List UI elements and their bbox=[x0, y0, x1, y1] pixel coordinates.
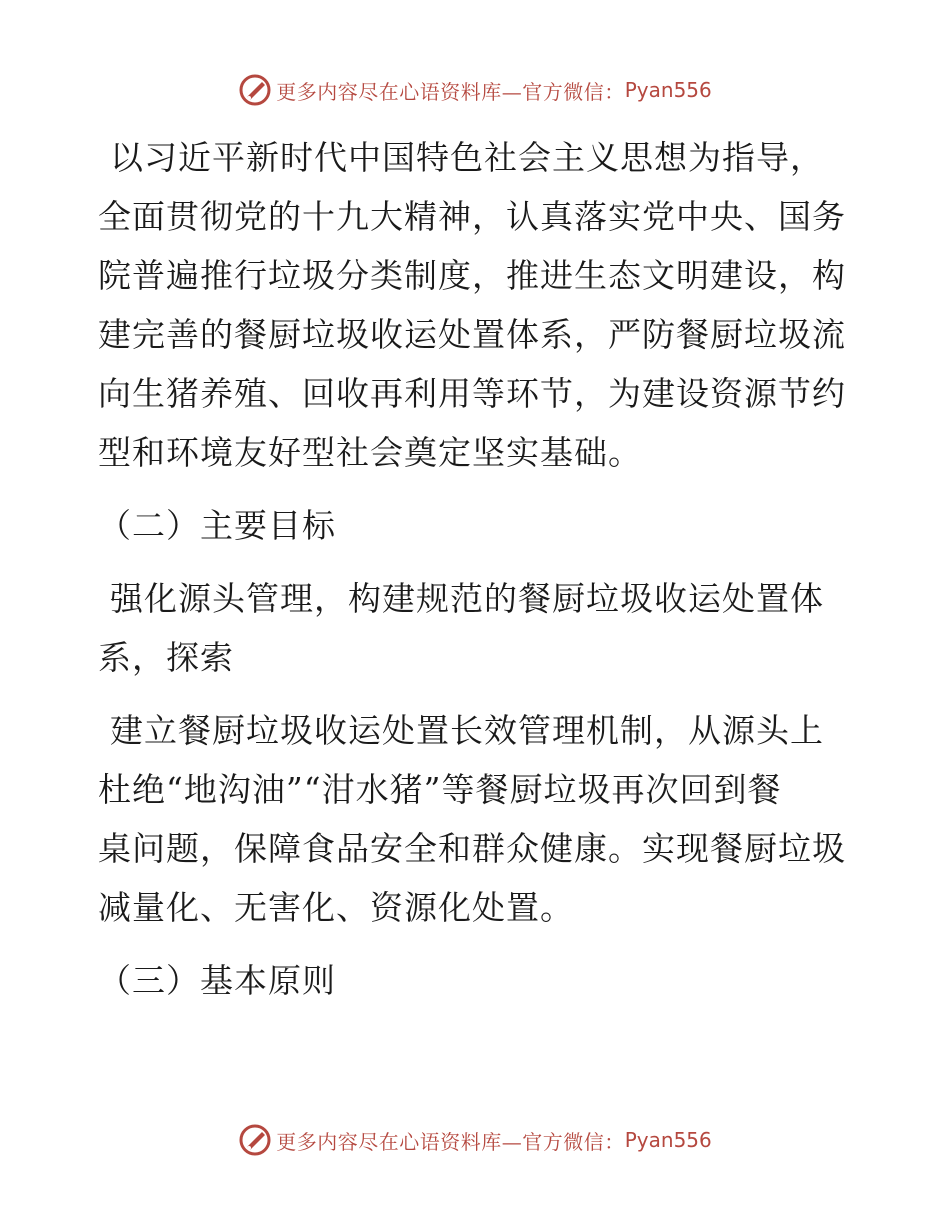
text-line: 系，探索 bbox=[98, 638, 234, 677]
text-line: 建完善的餐厨垃圾收运处置体系，严防餐厨垃圾流 bbox=[98, 315, 846, 354]
section-heading: （三）基本原则 bbox=[98, 961, 336, 1000]
paragraph-source-management bbox=[98, 569, 858, 687]
footer-watermark bbox=[0, 1120, 950, 1160]
heading-main-goals bbox=[98, 496, 858, 555]
banner-text: 更多内容尽在心语资料库—官方微信： bbox=[276, 79, 625, 104]
paragraph-guiding-ideology bbox=[98, 128, 858, 482]
banner-handle: Pyan556 bbox=[624, 1128, 712, 1152]
text-line: 减量化、无害化、资源化处置。 bbox=[98, 888, 574, 927]
text-line: 院普遍推行垃圾分类制度，推进生态文明建设，构 bbox=[98, 256, 846, 295]
banner-handle: Pyan556 bbox=[624, 78, 712, 102]
pen-logo-icon bbox=[238, 73, 272, 107]
text-line: 全面贯彻党的十九大精神，认真落实党中央、国务 bbox=[98, 197, 846, 236]
section-heading: （二）主要目标 bbox=[98, 506, 336, 545]
text-line: 杜绝“地沟油”“泔水猪”等餐厨垃圾再次回到餐 bbox=[98, 770, 782, 809]
pen-logo-icon bbox=[238, 1123, 272, 1157]
text-line: 强化源头管理，构建规范的餐厨垃圾收运处置体 bbox=[110, 579, 824, 618]
heading-basic-principles bbox=[98, 951, 858, 1010]
paragraph-long-term-mechanism bbox=[98, 701, 858, 937]
text-line: 型和环境友好型社会奠定坚实基础。 bbox=[98, 433, 642, 472]
document-body bbox=[98, 128, 858, 1010]
text-line: 以习近平新时代中国特色社会主义思想为指导， bbox=[110, 138, 824, 177]
text-line: 建立餐厨垃圾收运处置长效管理机制，从源头上 bbox=[110, 711, 824, 750]
header-watermark bbox=[0, 70, 950, 110]
banner-text: 更多内容尽在心语资料库—官方微信： bbox=[276, 1129, 625, 1154]
text-line: 桌问题，保障食品安全和群众健康。实现餐厨垃圾 bbox=[98, 829, 846, 868]
text-line: 向生猪养殖、回收再利用等环节，为建设资源节约 bbox=[98, 374, 846, 413]
